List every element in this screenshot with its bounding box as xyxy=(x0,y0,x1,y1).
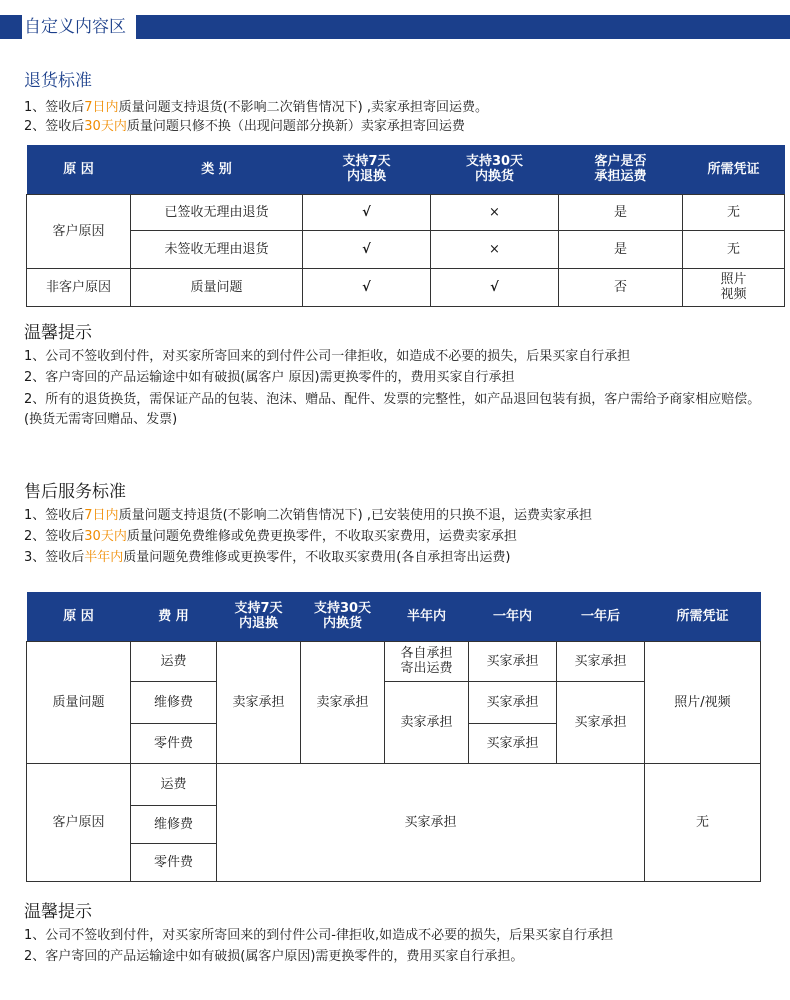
year-freight-cell: 买家承担 xyxy=(469,641,557,681)
cross-mark: × xyxy=(431,194,559,230)
d7-cell: 卖家承担 xyxy=(217,641,301,763)
after-year-freight-cell: 买家承担 xyxy=(557,641,645,681)
check-mark: √ xyxy=(303,194,431,230)
returns-line-1: 1、签收后7日内质量问题支持退货(不影响二次销售情况下) ,卖家承担寄回运费。 xyxy=(24,100,488,115)
half-year-freight-cell: 各自承担 寄出运费 xyxy=(385,641,469,681)
proof-cell: 照片/视频 xyxy=(645,641,761,763)
aftersales-line-2: 2、签收后30天内质量问题免费维修或免费更换零件，不收取买家费用，运费卖家承担 xyxy=(24,529,517,544)
header-half-year: 半年内 xyxy=(385,592,469,641)
header-after-year: 一年后 xyxy=(557,592,645,641)
header-category: 类 别 xyxy=(131,145,303,194)
returns-title: 退货标准 xyxy=(24,71,92,91)
aftersales-table xyxy=(26,592,761,882)
category-cell: 未签收无理由退货 xyxy=(131,230,303,268)
tip-line: 2、所有的退货换货，需保证产品的包装、泡沫、赠品、配件、发票的完整性，如产品退回包装有损，客户需给予商家相应赔偿。(换货无需寄回赠品、发票) xyxy=(24,392,761,427)
top-banner xyxy=(0,15,790,39)
fee-cell: 零件费 xyxy=(131,843,217,881)
reason-cell: 客户原因 xyxy=(27,194,131,268)
returns-table-header xyxy=(27,145,785,194)
aftersales-line-3: 3、签收后半年内质量问题免费维修或更换零件，不收取买家费用(各自承担寄出运费) xyxy=(24,550,511,565)
freight-cell: 是 xyxy=(559,194,683,230)
proof-cell: 无 xyxy=(645,763,761,881)
d30-cell: 卖家承担 xyxy=(301,641,385,763)
check-mark: √ xyxy=(431,268,559,306)
returns-table xyxy=(26,145,785,307)
tips-title: 温馨提示 xyxy=(24,323,92,343)
proof-cell: 照片 视频 xyxy=(683,268,785,306)
aftersales-line-1: 1、签收后7日内质量问题支持退货(不影响二次销售情况下) ,已安装使用的只换不退，运费卖家承担 xyxy=(24,508,592,523)
header-proof: 所需凭证 xyxy=(645,592,761,641)
half-year-cell: 卖家承担 xyxy=(385,681,469,763)
banner-title: 自定义内容区 xyxy=(22,15,136,39)
tip-line: 1、公司不签收到付件，对买家所寄回来的到付件公司一律拒收，如造成不必要的损失，后果买家自行承担 xyxy=(24,349,631,364)
fee-cell: 维修费 xyxy=(131,805,217,843)
year-parts-cell: 买家承担 xyxy=(469,723,557,763)
freight-cell: 否 xyxy=(559,268,683,306)
reason-cell: 非客户原因 xyxy=(27,268,131,306)
header-fee: 费 用 xyxy=(131,592,217,641)
tip-line: 2、客户寄回的产品运输途中如有破损(属客户 原因)需更换零件的，费用买家自行承担 xyxy=(24,370,515,385)
after-year-cell: 买家承担 xyxy=(557,681,645,763)
aftersales-table-header xyxy=(27,592,761,641)
header-reason: 原 因 xyxy=(27,145,131,194)
reason-cell: 质量问题 xyxy=(27,641,131,763)
fee-cell: 运费 xyxy=(131,641,217,681)
table-row xyxy=(27,194,785,230)
cross-mark: × xyxy=(431,230,559,268)
header-30day: 支持30天 内换货 xyxy=(301,592,385,641)
fee-cell: 运费 xyxy=(131,763,217,805)
aftersales-title: 售后服务标准 xyxy=(24,482,126,502)
table-row xyxy=(27,268,785,306)
table-row xyxy=(27,230,785,268)
proof-cell: 无 xyxy=(683,230,785,268)
fee-cell: 零件费 xyxy=(131,723,217,763)
year-repair-cell: 买家承担 xyxy=(469,681,557,723)
table-row xyxy=(27,763,761,805)
header-proof: 所需凭证 xyxy=(683,145,785,194)
category-cell: 已签收无理由退货 xyxy=(131,194,303,230)
tips-title-2: 温馨提示 xyxy=(24,902,92,922)
header-7day: 支持7天 内退换 xyxy=(217,592,301,641)
category-cell: 质量问题 xyxy=(131,268,303,306)
freight-cell: 是 xyxy=(559,230,683,268)
tip-line: 2、客户寄回的产品运输途中如有破损(属客户原因)需更换零件的，费用买家自行承担。 xyxy=(24,949,524,964)
tip-line: 1、公司不签收到付件，对买家所寄回来的到付件公司-律拒收,如造成不必要的损失，后果买家自行承担 xyxy=(24,928,614,943)
header-7day: 支持7天 内退换 xyxy=(303,145,431,194)
fee-cell: 维修费 xyxy=(131,681,217,723)
check-mark: √ xyxy=(303,268,431,306)
customer-bears-cell: 买家承担 xyxy=(217,763,645,881)
proof-cell: 无 xyxy=(683,194,785,230)
reason-cell: 客户原因 xyxy=(27,763,131,881)
header-within-year: 一年内 xyxy=(469,592,557,641)
check-mark: √ xyxy=(303,230,431,268)
header-freight: 客户是否 承担运费 xyxy=(559,145,683,194)
header-reason: 原 因 xyxy=(27,592,131,641)
returns-line-2: 2、签收后30天内质量问题只修不换（出现问题部分换新）卖家承担寄回运费 xyxy=(24,119,465,134)
table-row xyxy=(27,641,761,681)
header-30day: 支持30天 内换货 xyxy=(431,145,559,194)
